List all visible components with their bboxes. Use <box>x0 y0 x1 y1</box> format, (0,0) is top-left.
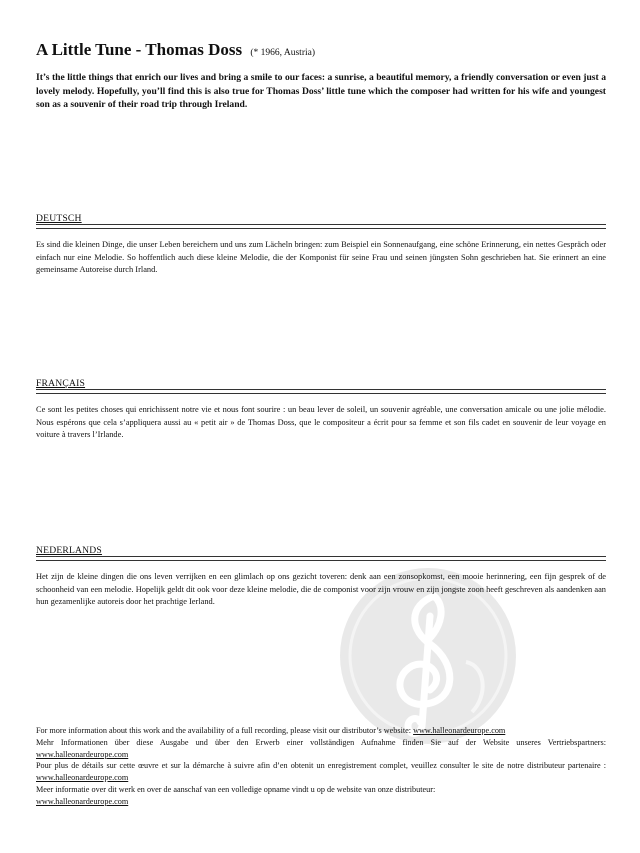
section-heading-label: NEDERLANDS <box>36 545 102 556</box>
section-heading-label: FRANÇAIS <box>36 378 86 389</box>
section-heading-label: DEUTSCH <box>36 213 82 224</box>
section-text: Het zijn de kleine dingen die ons leven verrijken en een glimlach op ons gezicht toveren: denk aan een zonsopkomst, een mooie herinnering, een fijn gesprek of de schoonheid van een melodie. Hopelijk geldt dit ook voor deze kleine melodie, die de componist voor zijn vrouw en zijn jongste zoon heeft geschreven als aandenken aan hun gezamenlijke autoreis door het prachtige Ierland. <box>36 572 606 606</box>
footer-line-fr <box>36 760 606 784</box>
title-main: A Little Tune - Thomas Doss <box>36 40 243 59</box>
footer-line-en <box>36 725 606 737</box>
page-title <box>36 40 315 60</box>
divider <box>36 556 606 557</box>
section-heading <box>36 378 606 390</box>
footer-text: Meer informatie over dit werk en over de aanschaf van een volledige opname vindt u op de website van onze distributeur: <box>36 784 436 794</box>
divider <box>36 228 606 229</box>
section-deutsch <box>36 213 606 274</box>
divider <box>36 224 606 225</box>
title-subtitle: (* 1966, Austria) <box>250 48 316 58</box>
footer-line-nl <box>36 784 606 808</box>
distributor-link[interactable]: www.halleonardeurope.com <box>36 796 129 806</box>
intro-paragraph: It’s the little things that enrich our lives and bring a smile to our faces: a sunrise, a beautiful memory, a friendly conversation or even just a lovely melody. Hopefully, you’ll find this is also true for Thomas Doss’ little tune which the composer had written for his wife and youngest son as a souvenir of their road trip through Ireland. <box>36 72 606 110</box>
footer-text: For more information about this work and the availability of a full recording, please visit our distributor’s website: <box>36 726 414 735</box>
distributor-link[interactable]: www.halleonardeurope.com <box>36 749 129 759</box>
footer-info <box>36 725 606 808</box>
section-heading <box>36 213 606 225</box>
divider <box>36 389 606 390</box>
section-nederlands <box>36 545 606 606</box>
footer-line-de <box>36 737 606 761</box>
section-text: Ce sont les petites choses qui enrichissent notre vie et nous font sourire : un beau lever de soleil, un souvenir agréable, une conversation amicale ou une jolie mélodie. Nous espérons que cela s’appliquera aussi au « petit air » de Thomas Doss, que le compositeur a écrit pour sa femme et son fils cadet en souvenir de leur voyage en voiture à travers l’Irlande. <box>36 405 606 439</box>
divider <box>36 393 606 394</box>
section-francais <box>36 378 606 439</box>
distributor-link[interactable]: www.halleonardeurope.com <box>36 773 129 783</box>
distributor-link[interactable]: www.halleonardeurope.com <box>413 726 506 735</box>
footer-text: Pour plus de détails sur cette œuvre et sur la démarche à suivre afin d’en obtenit un enregistrement complet, veuillez consulter le site de notre distributeur partenaire : <box>36 761 606 771</box>
divider <box>36 560 606 561</box>
section-text: Es sind die kleinen Dinge, die unser Leben bereichern und uns zum Lächeln bringen: zum Beispiel ein Sonnenaufgang, eine schöne Erinnerung, ein nettes Gespräch oder einfach nur eine Melodie. So hoffentlich auch diese kleine Melodie, die der Komponist für seine Frau und seinen jüngsten Sohn geschrieben hat. Sie erinnert an eine gemeinsame Autoreise durch Irland. <box>36 240 606 274</box>
footer-text: Mehr Informationen über diese Ausgabe und über den Erwerb einer vollständigen Aufnahme finden Sie auf der Website unseres Vertriebspartners: <box>36 737 606 747</box>
section-heading <box>36 545 606 557</box>
